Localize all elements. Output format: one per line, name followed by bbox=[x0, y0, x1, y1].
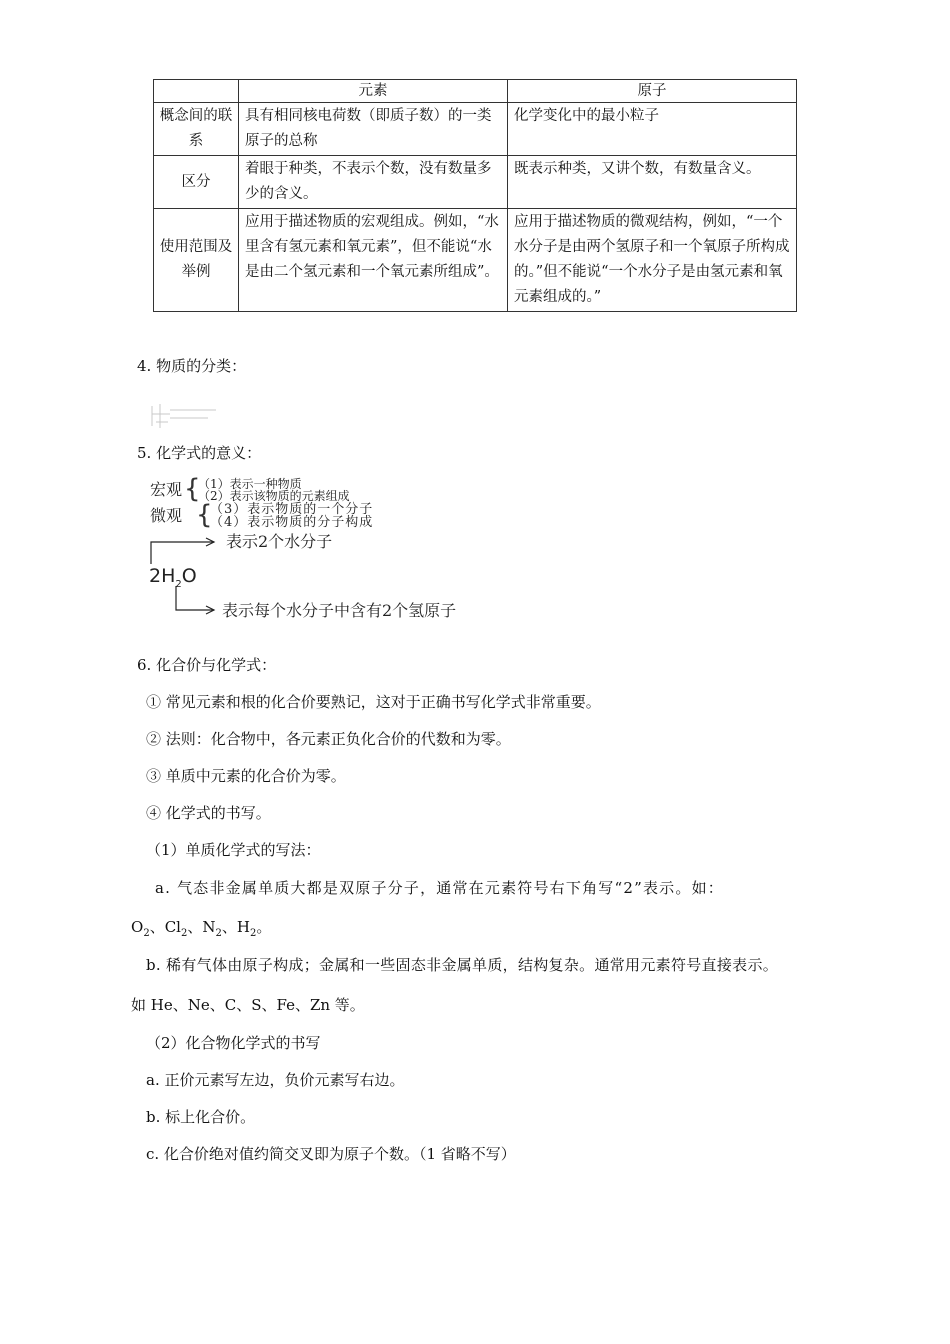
table-row bbox=[154, 209, 797, 312]
subsection-1-title: （1）单质化学式的写法： bbox=[146, 841, 321, 859]
micro-item-3: （3）表示物质的一个分子 bbox=[210, 502, 374, 517]
brace-icon: { bbox=[184, 474, 201, 504]
brace-icon: { bbox=[196, 500, 213, 530]
atom-cell: 应用于描述物质的微观结构，例如，“一个水分子是由两个氢原子和一个氧原子所构成的。”但不能说“一个水分子是由氢元素和氧元素组成的。” bbox=[508, 209, 797, 312]
formula-meaning-figure bbox=[148, 476, 508, 626]
table-row bbox=[154, 156, 797, 209]
sub1-b-line1: b. 稀有气体由原子构成；金属和一些固态非金属单质，结构复杂。通常用元素符号直接表示。 bbox=[146, 956, 779, 974]
section-5-title: 5. 化学式的意义： bbox=[137, 444, 262, 462]
top-arrow-text: 表示2个水分子 bbox=[226, 532, 333, 551]
sub1-b-line2: 如 He、Ne、C、S、Fe、Zn 等。 bbox=[131, 996, 365, 1014]
subsection-2-title: （2）化合物化学式的书写 bbox=[146, 1034, 321, 1052]
macro-item-1: （1）表示一种物质 bbox=[198, 477, 302, 491]
atom-cell: 既表示种类，又讲个数，有数量含义。 bbox=[508, 156, 797, 209]
water-formula: $2H_2O$ bbox=[149, 565, 197, 590]
table-header-row bbox=[154, 80, 797, 103]
micro-item-4: （4）表示物质的分子构成 bbox=[210, 515, 374, 530]
sub1-a-line2: $O_2$、$Cl_2$、$N_2$、$H_2$。 bbox=[131, 918, 272, 939]
table-header-atom: 原子 bbox=[508, 80, 797, 103]
sub2-b: b. 标上化合价。 bbox=[146, 1108, 256, 1126]
element-cell: 着眼于种类，不表示个数，没有数量多少的含义。 bbox=[239, 156, 508, 209]
row-label: 区分 bbox=[154, 156, 239, 209]
table-header-element: 元素 bbox=[239, 80, 508, 103]
element-cell: 应用于描述物质的宏观组成。例如，“水里含有氢元素和氧元素”，但不能说“水是由二个氢元素和一个氧元素所组成”。 bbox=[239, 209, 508, 312]
table-header-corner bbox=[154, 80, 239, 103]
sub2-a: a. 正价元素写左边，负价元素写右边。 bbox=[146, 1071, 405, 1089]
macro-item-2: （2）表示该物质的元素组成 bbox=[198, 489, 350, 503]
macro-label: 宏观 bbox=[150, 480, 183, 499]
list-item: ② 法则：化合物中，各元素正负化合价的代数和为零。 bbox=[146, 730, 511, 748]
list-item: ③ 单质中元素的化合价为零。 bbox=[146, 767, 346, 785]
bottom-arrow-text: 表示每个水分子中含有2个氢原子 bbox=[222, 601, 457, 620]
table-row bbox=[154, 103, 797, 156]
element-atom-table bbox=[153, 79, 797, 312]
atom-cell: 化学变化中的最小粒子 bbox=[508, 103, 797, 156]
sub2-c: c. 化合价绝对值约简交叉即为原子个数。（1 省略不写） bbox=[146, 1145, 516, 1163]
micro-label: 微观 bbox=[150, 506, 183, 525]
list-item: ④ 化学式的书写。 bbox=[146, 804, 271, 822]
list-item: ① 常见元素和根的化合价要熟记，这对于正确书写化学式非常重要。 bbox=[146, 693, 601, 711]
section-4-title: 4. 物质的分类： bbox=[137, 357, 247, 375]
section-6-title: 6. 化合价与化学式： bbox=[137, 656, 277, 674]
sub1-a-line1: a. 气态非金属单质大都是双原子分子，通常在元素符号右下角写“2”表示。如： bbox=[155, 879, 724, 897]
classification-diagram-thumbnail bbox=[146, 400, 218, 430]
row-label: 概念间的联系 bbox=[154, 103, 239, 156]
element-cell: 具有相同核电荷数（即质子数）的一类原子的总称 bbox=[239, 103, 508, 156]
row-label: 使用范围及举例 bbox=[154, 209, 239, 312]
